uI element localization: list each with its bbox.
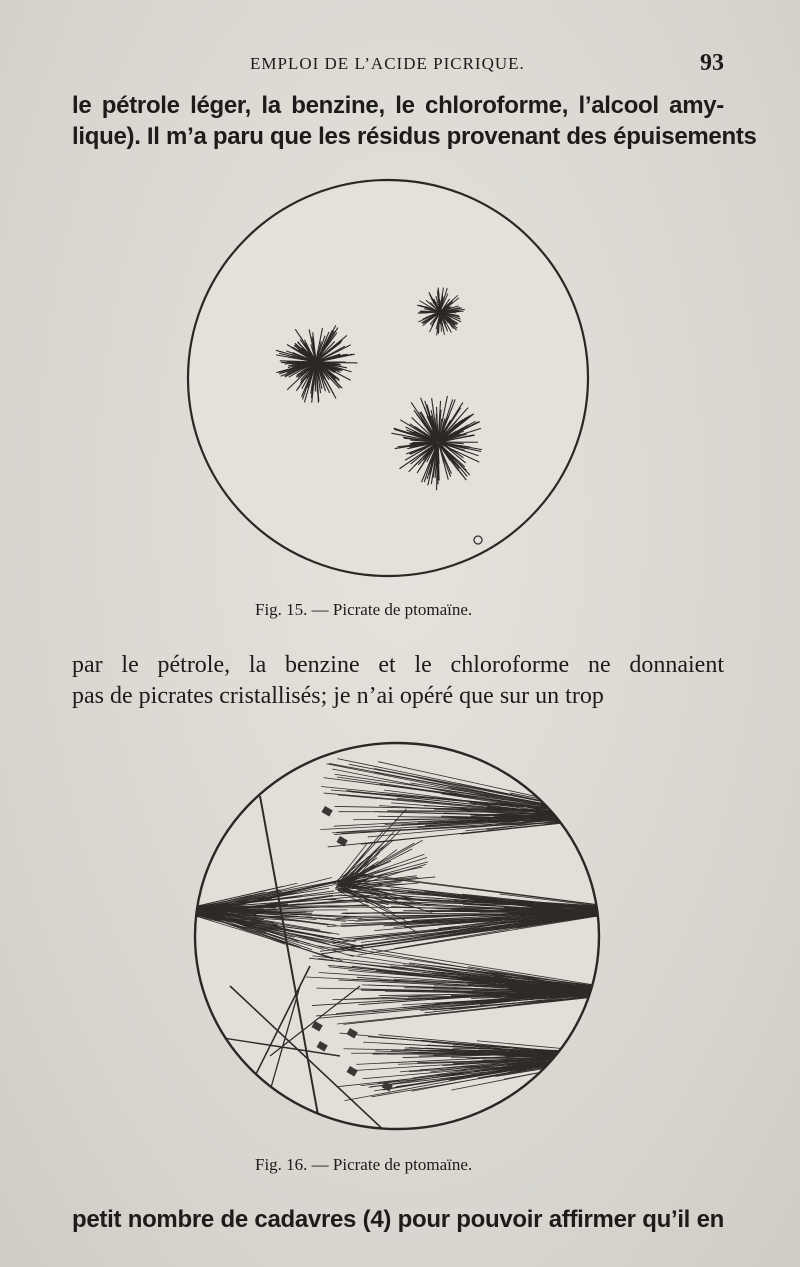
- figure-15-crystals: [180, 172, 600, 587]
- figure-16-needle-crystals: [190, 736, 610, 1141]
- figure-15-caption: Fig. 15. — Picrate de ptomaïne.: [255, 600, 473, 619]
- page-number: 93: [700, 50, 724, 76]
- running-title: EMPLOI DE L’ACIDE PICRIQUE.: [250, 54, 525, 73]
- text-line: le pétrole léger, la benzine, le chloroforme, l’alcool amy-: [72, 92, 724, 119]
- paragraph-top: [72, 90, 757, 152]
- figure-16-caption: Fig. 16. — Picrate de ptomaïne.: [255, 1155, 473, 1174]
- text-line: petit nombre de cadavres (4) pour pouvoir affirmer qu’il en: [72, 1206, 724, 1233]
- text-line: lique). Il m’a paru que les résidus provenant des épuisements: [72, 123, 757, 150]
- microscope-field-circle: [188, 180, 588, 576]
- text-line: pas de picrates cristallisés; je n’ai opéré que sur un trop: [72, 683, 604, 709]
- paragraph-middle: [72, 650, 724, 712]
- text-line: par le pétrole, la benzine et le chloroforme ne donnaient: [72, 652, 724, 678]
- paragraph-bottom: [72, 1204, 724, 1235]
- page-header: [0, 50, 800, 80]
